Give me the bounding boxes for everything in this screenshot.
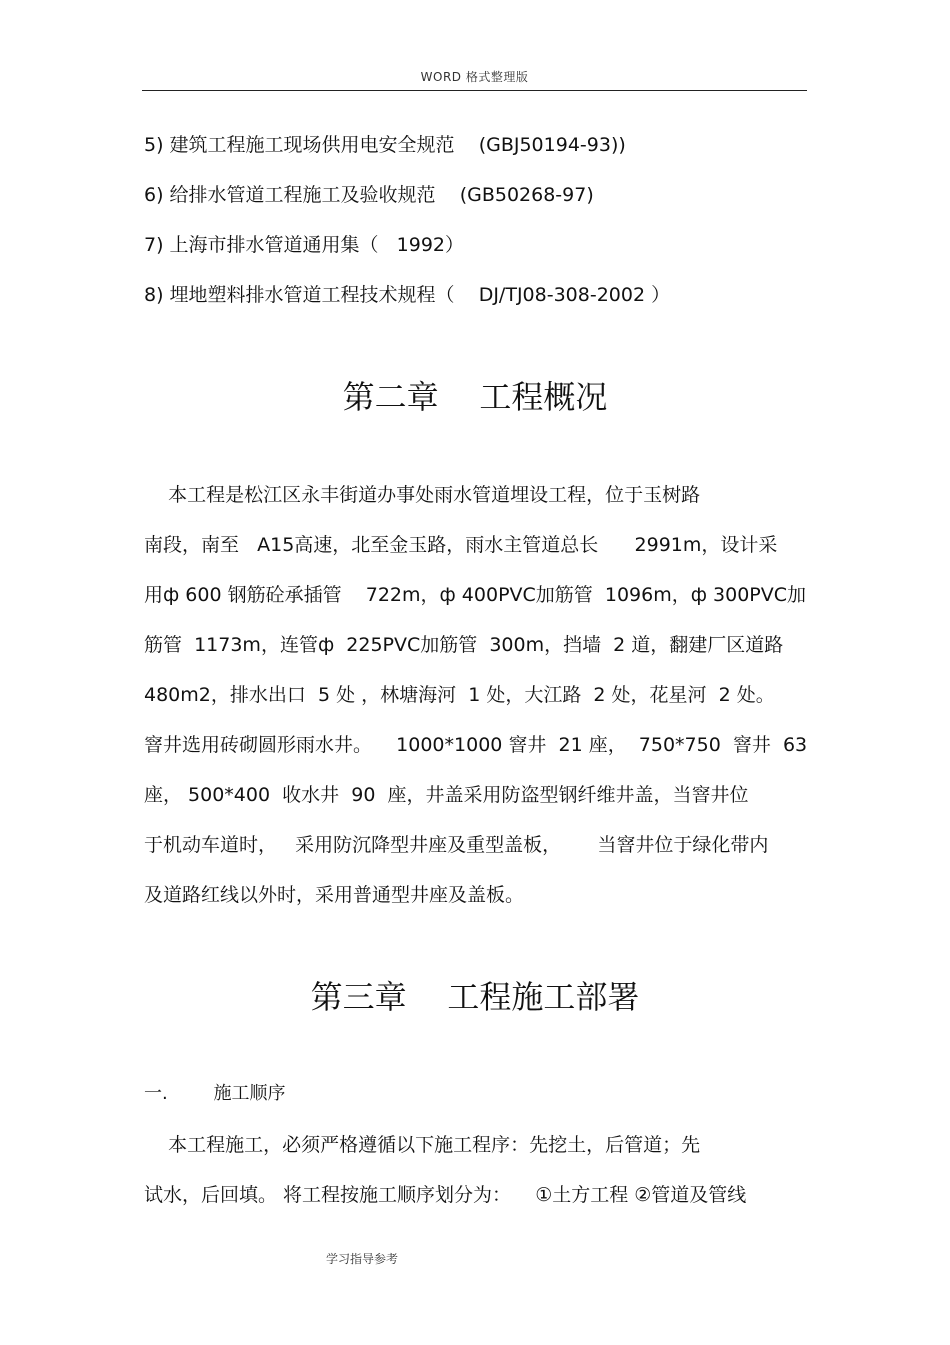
chapter-3-paragraph-line: 试水，后回填。 将工程按施工顺序划分为： ①土方工程 ②管道及管线: [144, 1184, 747, 1206]
reference-item-5: 5) 建筑工程施工现场供用电安全规范 (GBJ50194-93)): [144, 134, 626, 156]
reference-item-8: 8) 埋地塑料排水管道工程技术规程（ DJ/TJ08-308-2002 ）: [144, 284, 671, 306]
chapter-2-title: 第二章 工程概况: [342, 378, 608, 416]
header-divider: [142, 90, 807, 91]
reference-item-6: 6) 给排水管道工程施工及验收规范 (GB50268-97): [144, 184, 594, 206]
chapter-3-paragraph-line: 本工程施工，必须严格遵循以下施工程序：先挖土，后管道；先: [144, 1134, 701, 1156]
chapter-2-paragraph-line: 480m2，排水出口 5 处 ，林塘海河 1 处，大江路 2 处，花星河 2 处。: [144, 684, 775, 706]
chapter-2-paragraph-line: 座， 500*400 收水井 90 座，井盖采用防盗型钢纤维井盖，当窨井位: [144, 784, 749, 806]
chapter-2-paragraph-line: 本工程是松江区永丰街道办事处雨水管道埋设工程，位于玉树路: [144, 484, 701, 506]
chapter-2-paragraph-line: 南段，南至 A15高速，北至金玉路，雨水主管道总长 2991m，设计采: [144, 534, 778, 556]
chapter-2-paragraph-line: 用ф 600 钢筋砼承插管 722m，ф 400PVC加筋管 1096m，ф 300PVC加: [144, 584, 807, 606]
chapter-2-paragraph-line: 于机动车道时， 采用防沉降型井座及重型盖板， 当窨井位于绿化带内: [144, 834, 769, 856]
chapter-3-title: 第三章 工程施工部署: [310, 978, 640, 1016]
page-footer: 学习指导参考: [326, 1252, 399, 1266]
page-header: WORD 格式整理版: [420, 70, 529, 84]
chapter-2-paragraph-line: 筋管 1173m，连管ф 225PVC加筋管 300m，挡墙 2 道，翻建厂区道路: [144, 634, 784, 656]
chapter-2-paragraph-line: 窨井选用砖砌圆形雨水井。 1000*1000 窨井 21 座， 750*750 窨井 63: [144, 734, 808, 756]
reference-item-7: 7) 上海市排水管道通用集（ 1992）: [144, 234, 465, 256]
section-heading-construction-sequence: 一. 施工顺序: [144, 1083, 286, 1104]
chapter-2-paragraph-line: 及道路红线以外时，采用普通型井座及盖板。: [144, 884, 525, 906]
